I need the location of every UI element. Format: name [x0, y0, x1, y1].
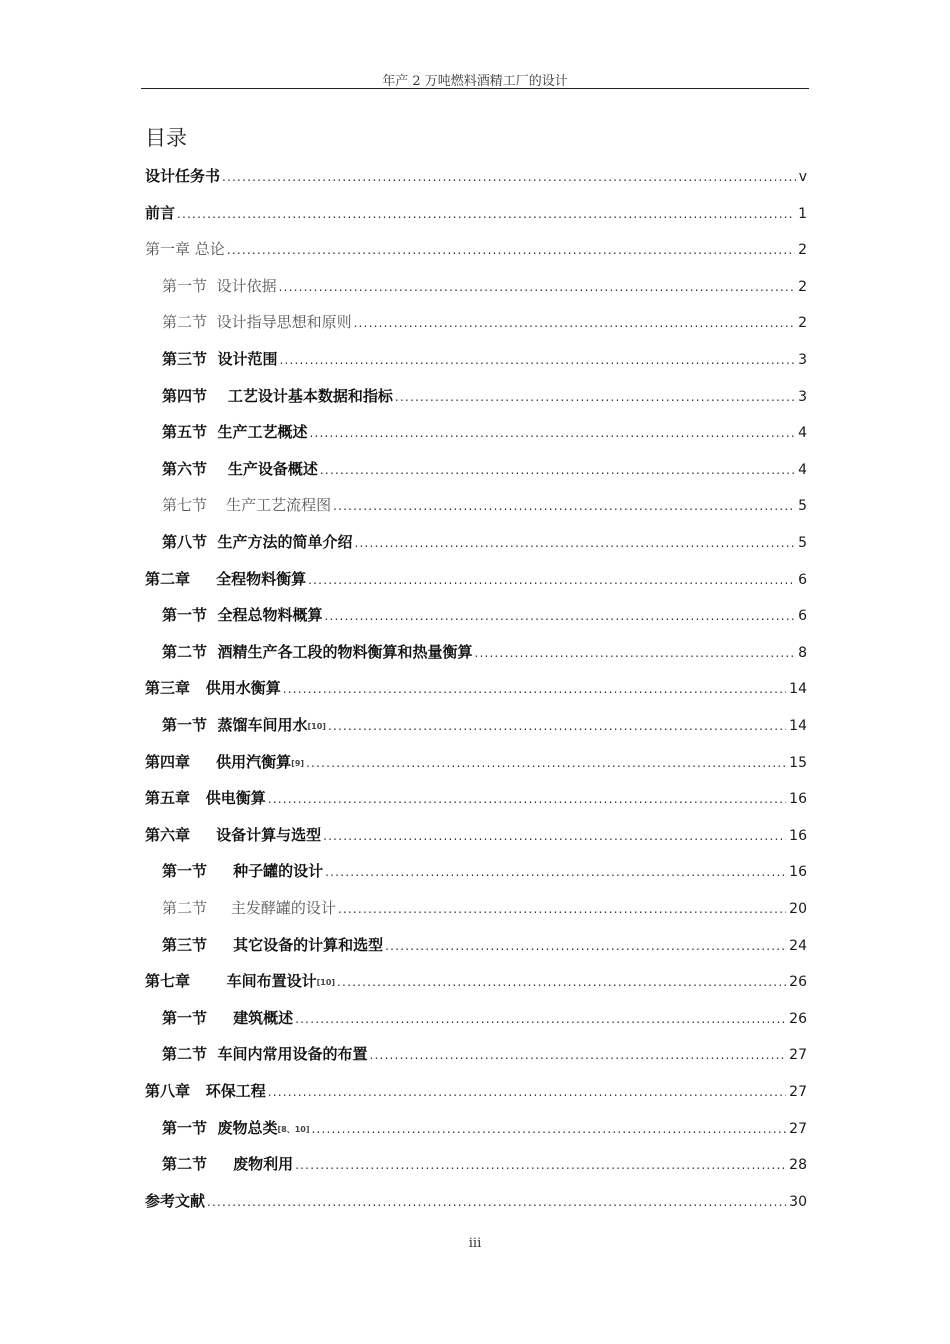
toc-entry-title: 生产工艺概述 [217, 423, 308, 442]
toc-entry-page: 16 [789, 827, 807, 844]
toc-entry-title: 废物总类 [217, 1118, 278, 1137]
toc-entry-label [162, 346, 277, 375]
citation-ref: [8、10] [277, 1124, 310, 1134]
toc-entry-spacer [207, 492, 226, 518]
toc-entry-label [145, 749, 304, 778]
toc-entry-chapter: 第一章 [145, 240, 191, 259]
toc-entry[interactable] [145, 822, 807, 848]
toc-entry-page: 2 [798, 242, 807, 259]
toc-entry-page: 26 [789, 1010, 807, 1027]
citation-ref: [10] [307, 722, 326, 731]
toc-entry-spacer [207, 858, 233, 884]
toc-entry[interactable] [162, 492, 807, 518]
dot-leader [295, 1006, 786, 1032]
toc-entry-title: 种子罐的设计 [233, 862, 324, 881]
toc-entry-title: 蒸馏车间用水 [217, 716, 308, 734]
toc-entry-label [162, 1115, 310, 1144]
toc-entry-title: 生产工艺流程图 [226, 496, 332, 515]
dot-leader [295, 1152, 786, 1178]
toc-entry-title: 生产设备概述 [227, 459, 318, 478]
toc-entry[interactable] [145, 968, 807, 994]
dot-leader [283, 676, 786, 702]
toc-entry-chapter: 第三节 [162, 935, 208, 954]
citation-ref: [9] [291, 758, 305, 768]
toc-entry-chapter: 第二节 [162, 642, 208, 661]
toc-entry[interactable] [145, 1078, 807, 1104]
dot-leader [333, 493, 795, 519]
header-divider [141, 88, 809, 89]
dot-leader [338, 896, 786, 922]
toc-entry-label [162, 419, 307, 448]
toc-entry-label [162, 1151, 293, 1180]
toc-entry-label [162, 602, 322, 631]
toc-entry[interactable] [145, 566, 807, 592]
toc-entry-page: 26 [789, 974, 807, 991]
toc-entry-spacer [190, 1078, 206, 1104]
toc-entry-label [162, 1005, 293, 1034]
toc-entry-label [162, 932, 383, 961]
toc-entry-page: 4 [798, 425, 807, 442]
toc-entry-label [145, 566, 306, 595]
toc-entry-label [162, 529, 352, 558]
toc-entry[interactable] [162, 858, 807, 884]
toc-entry-spacer [190, 785, 206, 811]
dot-leader [328, 713, 786, 739]
dot-leader [222, 164, 796, 190]
toc-entry-title: 环保工程 [205, 1082, 266, 1100]
toc-entry-spacer [207, 895, 231, 921]
toc-entry-chapter: 第五节 [162, 423, 208, 442]
toc-entry-label [162, 492, 331, 521]
toc-entry-spacer [207, 932, 233, 958]
dot-leader [395, 384, 795, 410]
toc-entry-chapter: 设计任务书 [145, 167, 221, 185]
dot-leader [324, 603, 795, 629]
toc-entry-spacer [207, 1041, 217, 1067]
toc-entry-page: 3 [798, 352, 807, 368]
dot-leader [312, 1116, 787, 1142]
toc-entry-page: 4 [798, 461, 807, 478]
toc-entry-title: 总论 [194, 240, 225, 259]
toc-entry-chapter: 第一节 [162, 716, 208, 734]
toc-entry-label [162, 639, 472, 668]
toc-entry-page: 15 [789, 754, 807, 771]
toc-entry-title: 酒精生产各工段的物料衡算和热量衡算 [217, 642, 473, 661]
toc-entry-chapter: 第一节 [162, 862, 208, 881]
dot-leader [279, 274, 796, 300]
toc-entry-chapter: 第一节 [162, 1008, 208, 1027]
toc-entry-label [145, 1078, 266, 1107]
toc-entry-chapter: 第四章 [145, 752, 191, 771]
toc-entry-spacer [207, 1115, 217, 1141]
citation-ref: [10] [316, 978, 336, 988]
toc-entry[interactable] [162, 895, 807, 921]
dot-leader [474, 640, 795, 666]
toc-entry-spacer [190, 566, 216, 592]
dot-leader [320, 457, 795, 483]
toc-entry-title: 设备计算与选型 [216, 825, 322, 844]
dot-leader [354, 530, 795, 556]
toc-entry-title: 其它设备的计算和选型 [233, 935, 384, 954]
toc-entry-chapter: 第二章 [145, 569, 191, 588]
dot-leader [268, 786, 786, 812]
toc-entry-spacer [207, 383, 228, 409]
page-number: iii [468, 1236, 482, 1251]
dot-leader [354, 310, 796, 336]
toc-entry-spacer [190, 822, 216, 848]
toc-entry[interactable] [162, 712, 807, 738]
toc-entry-spacer [190, 749, 216, 775]
toc-entry-chapter: 第二节 [162, 1045, 208, 1064]
toc-entry-chapter: 第二节 [162, 313, 208, 332]
toc-entry-label [162, 712, 326, 741]
toc-entry-title: 生产方法的简单介绍 [217, 533, 353, 551]
dot-leader [337, 969, 786, 995]
toc-entry[interactable] [162, 639, 807, 665]
toc-entry-spacer [207, 712, 217, 738]
toc-entry-title: 车间布置设计 [226, 972, 317, 991]
toc-entry-page: 6 [798, 608, 807, 625]
toc-entry-spacer [190, 675, 206, 701]
dot-leader [309, 420, 795, 446]
dot-leader [325, 859, 786, 885]
toc-entry-page: 24 [789, 937, 807, 954]
toc-entry-page: 1 [798, 205, 807, 222]
toc-entry-spacer [207, 273, 217, 299]
toc-entry[interactable] [162, 346, 807, 372]
toc-entry-chapter: 第六节 [162, 459, 208, 478]
dot-leader [369, 1042, 786, 1068]
toc-entry[interactable] [145, 749, 807, 775]
toc-entry-chapter: 第三节 [162, 350, 208, 368]
toc-entry-title: 全程总物料概算 [217, 606, 323, 625]
toc-entry-title: 设计指导思想和原则 [216, 313, 352, 332]
running-header: 年产 2 万吨燃料酒精工厂的设计 [382, 74, 568, 89]
dot-leader [323, 823, 786, 849]
toc-entry-chapter: 第一节 [162, 276, 208, 295]
toc-entry-spacer [207, 529, 217, 555]
toc-entry-page: 2 [798, 315, 807, 332]
toc-entry-label [145, 236, 225, 265]
toc-entry[interactable] [145, 200, 807, 226]
toc-entry-spacer [207, 1005, 233, 1031]
toc-entry-title: 废物利用 [233, 1155, 294, 1174]
toc-entry-title: 建筑概述 [233, 1008, 294, 1027]
toc-entry-title: 设计依据 [216, 276, 277, 295]
toc-entry-title: 车间内常用设备的布置 [217, 1045, 368, 1064]
dot-leader [385, 933, 786, 959]
toc-entry-chapter: 第七章 [145, 972, 191, 991]
toc-entry-title: 主发酵罐的设计 [230, 899, 336, 917]
toc-entry-chapter: 第五章 [145, 789, 191, 808]
toc-entry-page: v [798, 169, 807, 185]
toc-entry-chapter: 第二节 [162, 899, 208, 917]
toc-entry-page: 30 [789, 1193, 807, 1210]
toc-entry-page: 6 [798, 571, 807, 588]
toc-entry-chapter: 第八节 [162, 533, 208, 551]
toc-entry-spacer [207, 456, 228, 482]
toc-entry[interactable] [162, 1005, 807, 1031]
toc-entry-page: 27 [789, 1120, 807, 1137]
toc-entry-title: 设计范围 [217, 350, 278, 368]
toc-entry[interactable] [162, 932, 807, 958]
toc-entry[interactable] [162, 419, 807, 445]
dot-leader [308, 567, 795, 593]
dot-leader [177, 201, 795, 227]
toc-entry-chapter: 第八章 [145, 1082, 191, 1100]
toc-entry-spacer [207, 419, 217, 445]
toc-entry-page: 28 [789, 1157, 807, 1174]
toc-entry-page: 8 [798, 644, 807, 661]
toc-entry-chapter: 第六章 [145, 825, 191, 844]
toc-entry-page: 27 [789, 1047, 807, 1064]
toc-entry-page: 5 [798, 498, 807, 515]
toc-entry[interactable] [145, 1188, 807, 1214]
toc-entry[interactable] [162, 529, 807, 555]
toc-entry-label [162, 1041, 367, 1070]
toc-entry[interactable] [162, 309, 807, 335]
toc-entry-label [145, 822, 321, 851]
toc-entry-label [145, 1188, 205, 1217]
toc-entry-title: 全程物料衡算 [216, 569, 307, 588]
toc-entry-title: 供用水衡算 [205, 679, 281, 698]
toc-entry-chapter: 第四节 [162, 386, 208, 405]
toc-entry-label [162, 456, 318, 485]
toc-entry-page: 3 [798, 388, 807, 405]
toc-entry-chapter: 第七节 [162, 496, 208, 515]
toc-entry-chapter: 前言 [145, 203, 176, 222]
toc-entry[interactable] [145, 785, 807, 811]
toc-entry-label [162, 309, 352, 338]
toc-entry-page: 16 [789, 791, 807, 808]
toc-entry-page: 14 [789, 718, 807, 734]
toc-entry[interactable] [162, 383, 807, 409]
toc-entry-chapter: 第一节 [162, 1118, 208, 1137]
toc-entry-chapter: 第三章 [145, 679, 191, 698]
toc-entry-label [145, 163, 220, 192]
dot-leader [227, 237, 795, 263]
toc-entry[interactable] [162, 602, 807, 628]
toc-entry-label [145, 675, 281, 704]
toc-entry-page: 2 [798, 278, 807, 295]
toc-entry-label [162, 895, 336, 924]
toc-entry-title: 供电衡算 [205, 789, 266, 808]
toc-entry-page: 14 [789, 681, 807, 698]
toc-entry-label [162, 273, 277, 302]
toc-entry-spacer [207, 346, 217, 372]
toc-entry-page: 16 [789, 864, 807, 881]
toc-entry[interactable] [162, 1115, 807, 1141]
toc-title: 目录 [145, 126, 187, 150]
toc-entry-spacer [190, 968, 227, 994]
toc-entry-title: 工艺设计基本数据和指标 [227, 386, 393, 405]
toc-entry-chapter: 第一节 [162, 606, 208, 625]
toc-entry-page: 20 [789, 901, 807, 917]
toc-entry-label [145, 785, 266, 814]
toc-entry-label [162, 383, 393, 412]
toc-entry-chapter: 第二节 [162, 1155, 208, 1174]
toc-entry-label [145, 968, 335, 997]
toc-entry[interactable] [162, 456, 807, 482]
dot-leader [268, 1079, 786, 1105]
toc-entry-spacer [207, 639, 217, 665]
toc-entry-spacer [207, 309, 217, 335]
dot-leader [306, 750, 786, 776]
toc-entry[interactable] [145, 675, 807, 701]
toc-entry[interactable] [145, 163, 807, 189]
toc-entry[interactable] [162, 273, 807, 299]
toc-entry[interactable] [162, 1151, 807, 1177]
toc-entry-page: 27 [789, 1084, 807, 1100]
toc-entry-page: 5 [798, 535, 807, 551]
dot-leader [207, 1189, 786, 1215]
toc-entry-label [145, 200, 175, 229]
toc-entry[interactable] [145, 236, 807, 262]
toc-entry-spacer [207, 602, 217, 628]
toc-entry-title: 供用汽衡算 [216, 752, 292, 771]
toc-entry-label [162, 858, 323, 887]
toc-entry-spacer [207, 1151, 233, 1177]
toc-entry[interactable] [162, 1041, 807, 1067]
dot-leader [279, 347, 795, 373]
toc-entry-chapter: 参考文献 [145, 1191, 206, 1210]
